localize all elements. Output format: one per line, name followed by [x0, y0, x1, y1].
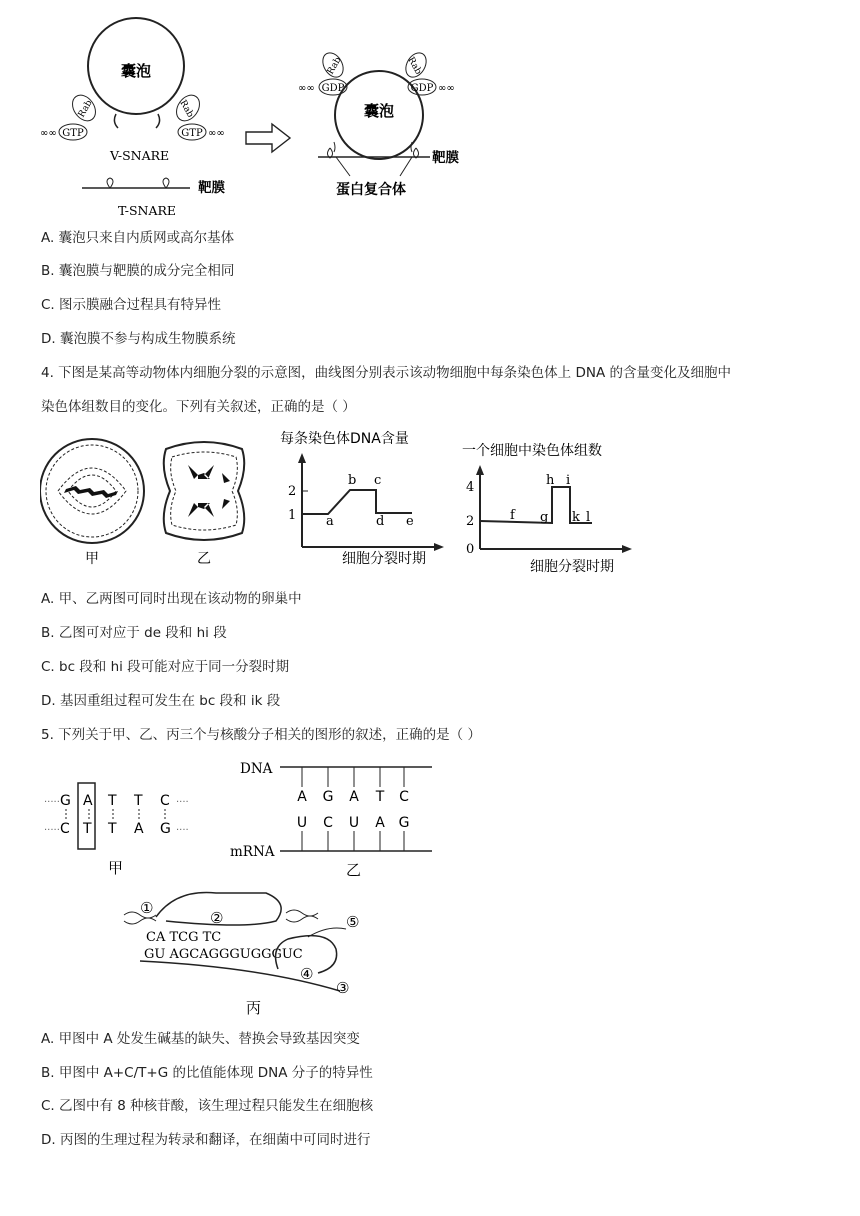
- bing-seq-top: CA TCG TC: [146, 930, 222, 945]
- q5-option-a: A. 甲图中 A 处发生碱基的缺失、替换会导致基因突变: [41, 1031, 360, 1047]
- jia-base: C: [160, 793, 170, 809]
- q4-option-d: D. 基因重组过程可发生在 bc 段和 ik 段: [41, 693, 281, 709]
- yi-base: U: [348, 815, 360, 831]
- graph1-title: 每条染色体DNA含量: [280, 431, 409, 447]
- jia-base: G: [160, 821, 171, 837]
- graph1-ytick: 1: [288, 508, 297, 523]
- jia-base: G: [60, 793, 71, 809]
- rab-label: Rab: [325, 55, 344, 77]
- yi-base: G: [322, 789, 334, 805]
- graph1-line: [302, 490, 412, 514]
- q4-option-a: A. 甲、乙两图可同时出现在该动物的卵巢中: [41, 591, 302, 607]
- bing-marker-5: ⑤: [346, 913, 360, 931]
- gtp-label: GTP: [181, 128, 203, 139]
- chain-icon: ∞∞: [40, 128, 57, 139]
- svg-text:····: ····: [176, 825, 189, 836]
- bing-label: 丙: [246, 999, 262, 1017]
- chain-icon: ∞∞: [298, 83, 315, 94]
- arrow-icon: [246, 124, 290, 152]
- gdp-label: GDP: [410, 83, 434, 94]
- q5-stem: 5. 下列关于甲、乙、丙三个与核酸分子相关的图形的叙述，正确的是（ ）: [41, 727, 481, 743]
- bing-seq-bottom: GU AGCAGGGUGGGUC: [144, 947, 303, 962]
- graph2-point-f: f: [510, 508, 515, 523]
- rab-label: Rab: [177, 98, 196, 120]
- yi-base: A: [349, 789, 359, 805]
- jia-base: A: [83, 793, 93, 809]
- q5-option-d: D. 丙图的生理过程为转录和翻译，在细菌中可同时进行: [41, 1132, 371, 1148]
- q3-option-a: A. 囊泡只来自内质网或高尔基体: [41, 230, 235, 246]
- jia-base: T: [108, 793, 117, 809]
- gdp-label: GDP: [321, 83, 345, 94]
- jia-base: C: [60, 821, 70, 837]
- graph2-point-g: g: [540, 510, 549, 525]
- graph2-point-l: l: [586, 510, 591, 525]
- graph2-ytick: 4: [466, 480, 475, 495]
- yi-base: A: [297, 789, 307, 805]
- graph1-xlabel: 细胞分裂时期: [342, 551, 426, 567]
- q4-option-b: B. 乙图可对应于 de 段和 hi 段: [41, 625, 227, 641]
- yi-base: C: [399, 789, 409, 805]
- q4-figure: [40, 425, 650, 580]
- q4-option-c: C. bc 段和 hi 段可能对应于同一分裂时期: [41, 659, 290, 675]
- graph2-point-i: i: [566, 473, 571, 488]
- yi-base: T: [375, 789, 385, 805]
- t-snare-label: T-SNARE: [118, 203, 177, 218]
- q5-option-c: C. 乙图中有 8 种核苷酸，该生理过程只能发生在细胞核: [41, 1098, 374, 1114]
- q5-figure: [40, 755, 470, 1020]
- graph1-point-c: c: [374, 473, 382, 488]
- yi-base: C: [323, 815, 333, 831]
- vesicle-fusion-figure: [40, 0, 480, 225]
- chain-icon: ∞∞: [208, 128, 225, 139]
- yi-label: 乙: [346, 861, 362, 879]
- graph2-point-h: h: [546, 473, 555, 488]
- bing-marker-4: ④: [300, 965, 314, 983]
- graph1-point-e: e: [406, 514, 414, 529]
- protein-complex-label: 蛋白复合体: [336, 182, 406, 198]
- target-membrane-label: 靶膜: [432, 150, 459, 166]
- q3-option-b: B. 囊泡膜与靶膜的成分完全相同: [41, 263, 235, 279]
- v-snare-label: V-SNARE: [110, 148, 170, 163]
- svg-text:·····: ·····: [44, 797, 60, 808]
- jia-base: A: [134, 821, 144, 837]
- q4-stem-line1: 4. 下图是某高等动物体内细胞分裂的示意图，曲线图分别表示该动物细胞中每条染色体上 DNA 的含量变化及细胞中: [41, 365, 731, 381]
- yi-dna-label: DNA: [240, 761, 273, 777]
- q5-option-b: B. 甲图中 A+C/T+G 的比值能体现 DNA 分子的特异性: [41, 1065, 373, 1081]
- graph2-title: 一个细胞中染色体组数: [462, 443, 602, 459]
- cell-yi-label: 乙: [197, 551, 211, 567]
- graph1-ytick: 2: [288, 484, 297, 499]
- graph2-point-k: k: [572, 510, 580, 525]
- bing-marker-3: ③: [336, 979, 350, 997]
- cell-yi: [164, 442, 245, 540]
- jia-base: T: [134, 793, 143, 809]
- q4-stem-line2: 染色体组数目的变化。下列有关叙述，正确的是（ ）: [41, 399, 356, 415]
- yi-mrna-label: mRNA: [230, 844, 275, 860]
- bing-marker-2: ②: [210, 909, 224, 927]
- gtp-label: GTP: [62, 128, 84, 139]
- q3-option-d: D. 囊泡膜不参与构成生物膜系统: [41, 331, 236, 347]
- yi-base: G: [398, 815, 410, 831]
- target-membrane-label: 靶膜: [198, 180, 225, 196]
- graph1-point-a: a: [326, 514, 334, 529]
- vesicle-label: 囊泡: [120, 62, 152, 80]
- yi-base: A: [375, 815, 385, 831]
- graph2-ytick: 2: [466, 514, 475, 529]
- yi-base: U: [296, 815, 308, 831]
- jia-base: T: [108, 821, 117, 837]
- graph1-point-b: b: [348, 473, 357, 488]
- q3-option-c: C. 图示膜融合过程具有特异性: [41, 297, 222, 313]
- cell-jia-label: 甲: [85, 551, 99, 567]
- jia-base: T: [83, 821, 92, 837]
- graph1-point-d: d: [376, 514, 385, 529]
- rab-label: Rab: [76, 98, 95, 120]
- svg-text:·····: ·····: [44, 825, 60, 836]
- vesicle-label: 囊泡: [363, 102, 395, 120]
- chain-icon: ∞∞: [438, 83, 455, 94]
- jia-label: 甲: [108, 859, 124, 877]
- svg-text:····: ····: [176, 797, 189, 808]
- graph2-xlabel: 细胞分裂时期: [530, 559, 614, 575]
- graph2-ytick: 0: [466, 542, 475, 557]
- rab-label: Rab: [405, 55, 424, 77]
- bing-marker-1: ①: [140, 899, 154, 917]
